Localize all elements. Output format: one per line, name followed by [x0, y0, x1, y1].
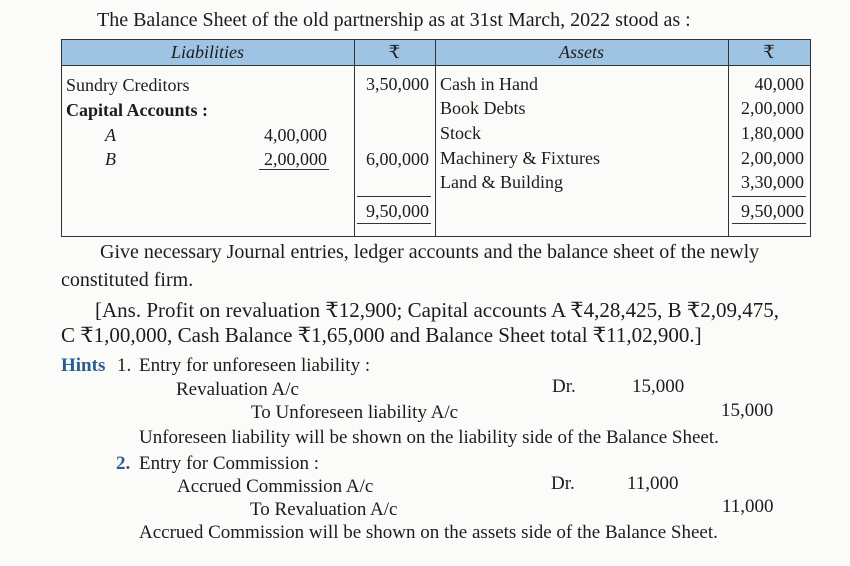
capital-accounts-label: Capital Accounts :: [66, 100, 209, 120]
hint-1-number: 1.: [117, 355, 132, 376]
hint-1-credit-account: To Unforeseen liability A/c: [251, 402, 459, 423]
liabilities-total: 9,50,000: [366, 201, 429, 221]
partner-a-label: A: [105, 125, 116, 145]
answer-line-2: C ₹1,00,000, Cash Balance ₹1,65,000 and Balance Sheet total ₹11,02,900.]: [61, 323, 702, 347]
instruction-line-2: constituted firm.: [61, 269, 194, 291]
title: The Balance Sheet of the old partnership as at 31st March, 2022 stood as :: [97, 9, 691, 31]
hint-2-note: Accrued Commission will be shown on the assets side of the Balance Sheet.: [139, 522, 718, 543]
hint-2-dr: Dr.: [551, 473, 575, 494]
hint-2-title: Entry for Commission :: [139, 453, 319, 474]
asset-amount: 3,30,000: [741, 172, 804, 192]
hint-1-debit-account: Revaluation A/c: [176, 379, 299, 400]
hint-2-number: 2.: [116, 453, 131, 474]
partner-b-label: B: [105, 149, 116, 169]
asset-name: Cash in Hand: [440, 74, 538, 94]
asset-name: Land & Building: [440, 172, 563, 192]
asset-amount: 40,000: [754, 74, 804, 94]
asset-amount: 2,00,000: [741, 98, 804, 118]
asset-amount: 2,00,000: [741, 148, 804, 168]
instruction-line-1: Give necessary Journal entries, ledger accounts and the balance sheet of the newly: [100, 241, 760, 263]
hint-2-debit-account: Accrued Commission A/c: [177, 476, 374, 497]
header-liabilities: Liabilities: [170, 42, 244, 62]
assets-total: 9,50,000: [741, 201, 804, 221]
sundry-creditors-label: Sundry Creditors: [66, 75, 190, 95]
hint-1-dr: Dr.: [552, 376, 576, 397]
hints-label: Hints: [61, 355, 106, 376]
asset-name: Machinery & Fixtures: [440, 148, 600, 168]
header-rupee-liabilities: ₹: [388, 42, 401, 62]
partner-b-capital: 2,00,000: [264, 149, 327, 169]
hint-1-credit-amount: 15,000: [721, 400, 774, 421]
hint-1-note: Unforeseen liability will be shown on the liability side of the Balance Sheet.: [139, 427, 719, 448]
header-assets: Assets: [559, 42, 604, 62]
hint-1-debit-amount: 15,000: [632, 376, 685, 397]
sundry-creditors-amount: 3,50,000: [366, 74, 429, 94]
capital-total: 6,00,000: [366, 149, 429, 169]
answer-line-1: [Ans. Profit on revaluation ₹12,900; Capital accounts A ₹4,28,425, B ₹2,09,475,: [95, 298, 780, 322]
asset-name: Stock: [440, 123, 482, 143]
hint-2-credit-amount: 11,000: [722, 496, 774, 517]
partner-a-capital: 4,00,000: [264, 125, 327, 145]
balance-sheet-table: [61, 39, 811, 237]
asset-name: Book Debts: [440, 98, 526, 118]
hint-2-credit-account: To Revaluation A/c: [250, 499, 398, 520]
header-rupee-assets: ₹: [763, 42, 775, 62]
hint-1-title: Entry for unforeseen liability :: [139, 355, 371, 376]
asset-amount: 1,80,000: [741, 123, 804, 143]
hint-2-debit-amount: 11,000: [627, 473, 679, 494]
